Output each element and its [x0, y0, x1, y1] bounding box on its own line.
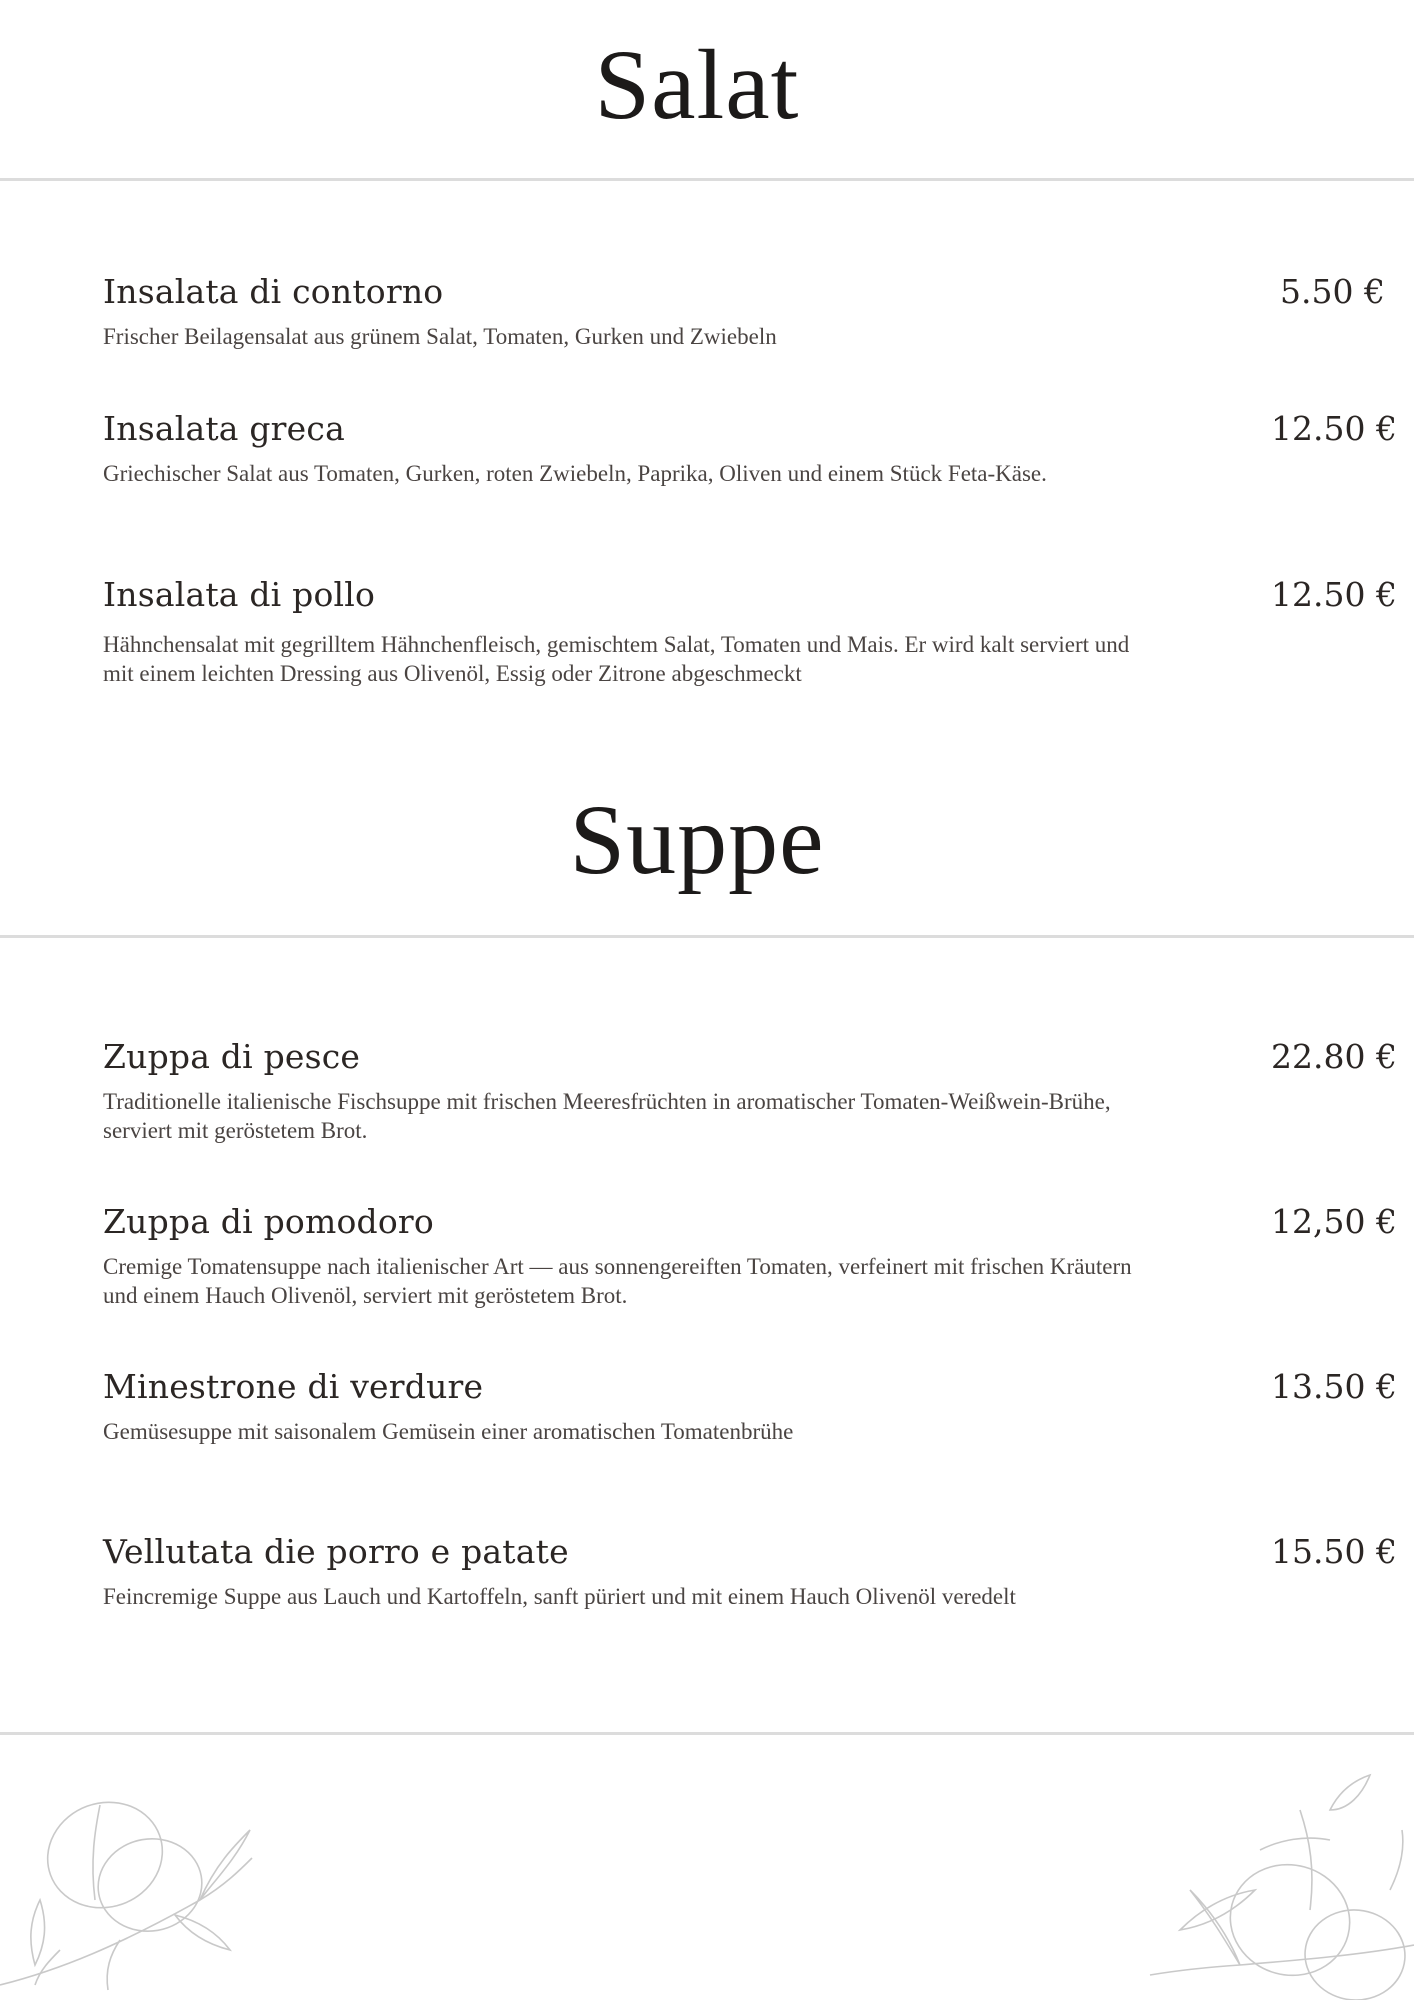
item-description: Gemüsesuppe mit saisonalem Gemüsein einer aromatischen Tomatenbrühe	[103, 1419, 794, 1444]
item-name: Minestrone di verdure	[103, 1367, 484, 1406]
item-name: Insalata greca	[103, 409, 345, 448]
item-price: 22.80 €	[1271, 1037, 1397, 1076]
item-price: 5.50 €	[1280, 272, 1385, 311]
divider	[0, 1732, 1414, 1735]
lemon-branch-right-icon	[1140, 1770, 1414, 2000]
item-description: Traditionelle italienische Fischsuppe mit frischen Meeresfrüchten in aromatischer Tomaten-Weißwein-Brühe, serviert mit geröstetem Brot.	[103, 1089, 1111, 1143]
item-price: 12.50 €	[1271, 409, 1397, 448]
item-price: 13.50 €	[1271, 1367, 1397, 1406]
item-name: Vellutata die porro e patate	[103, 1532, 569, 1571]
item-description: Frischer Beilagensalat aus grünem Salat, Tomaten, Gurken und Zwiebeln	[103, 324, 777, 349]
item-name: Zuppa di pesce	[103, 1037, 361, 1076]
item-name: Zuppa di pomodoro	[103, 1202, 434, 1241]
item-name: Insalata di contorno	[103, 272, 444, 311]
item-price: 15.50 €	[1271, 1532, 1397, 1571]
item-price: 12,50 €	[1271, 1202, 1397, 1241]
item-price: 12.50 €	[1271, 575, 1397, 614]
lemon-branch-left-icon	[0, 1770, 260, 2000]
item-description: Hähnchensalat mit gegrilltem Hähnchenfleisch, gemischtem Salat, Tomaten und Mais. Er wird kalt serviert und mit einem leichten Dressing aus Olivenöl, Essig oder Zitrone abgeschmeckt	[103, 632, 1130, 686]
section-title-suppe: Suppe	[569, 784, 825, 895]
item-description: Cremige Tomatensuppe nach italienischer Art — aus sonnengereiften Tomaten, verfeinert mit frischen Kräutern und einem Hauch Olivenöl, serviert mit geröstetem Brot.	[103, 1254, 1132, 1308]
divider	[0, 178, 1414, 181]
item-name: Insalata di pollo	[103, 575, 376, 614]
item-description: Griechischer Salat aus Tomaten, Gurken, roten Zwiebeln, Paprika, Oliven und einem Stück Feta-Käse.	[103, 461, 1047, 486]
item-description: Feincremige Suppe aus Lauch und Kartoffeln, sanft püriert und mit einem Hauch Olivenöl veredelt	[103, 1584, 1016, 1609]
divider	[0, 935, 1414, 938]
section-title-salat: Salat	[594, 29, 800, 140]
